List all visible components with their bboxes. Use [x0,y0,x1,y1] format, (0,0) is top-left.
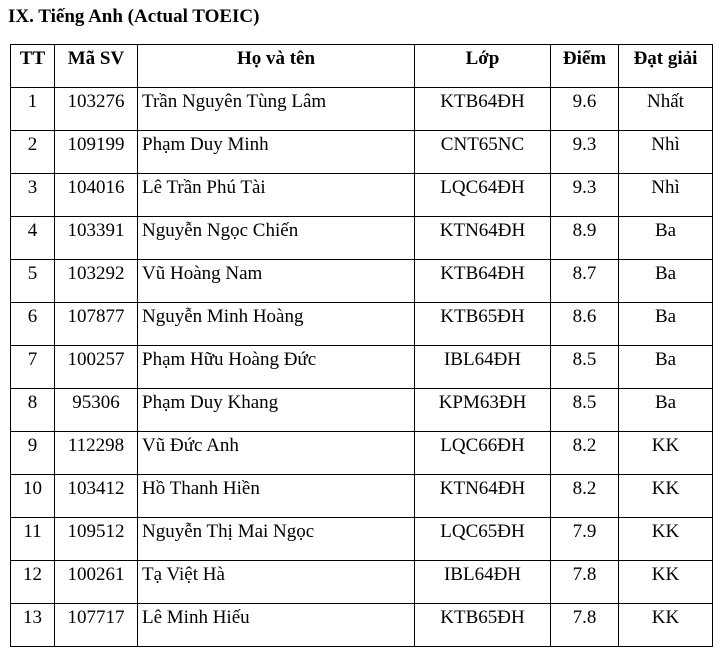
cell-ma-sv: 109199 [55,131,138,174]
col-header-ma-sv: Mã SV [55,45,138,88]
cell-ma-sv: 100261 [55,561,138,604]
cell-lop: KTB64ĐH [415,260,551,303]
cell-tt: 12 [11,561,55,604]
cell-dat-giai: Ba [619,389,713,432]
cell-dat-giai: KK [619,432,713,475]
cell-diem: 8.5 [551,346,619,389]
cell-ho-ten: Lê Trần Phú Tài [138,174,415,217]
cell-tt: 8 [11,389,55,432]
cell-lop: KTN64ĐH [415,217,551,260]
cell-diem: 7.8 [551,604,619,647]
cell-ma-sv: 107717 [55,604,138,647]
cell-diem: 9.6 [551,88,619,131]
cell-tt: 10 [11,475,55,518]
table-row [11,604,713,647]
cell-ho-ten: Vũ Đức Anh [138,432,415,475]
cell-tt: 3 [11,174,55,217]
cell-ho-ten: Lê Minh Hiếu [138,604,415,647]
cell-ho-ten: Nguyễn Thị Mai Ngọc [138,518,415,561]
cell-dat-giai: Ba [619,346,713,389]
cell-ma-sv: 95306 [55,389,138,432]
table-row [11,518,713,561]
cell-lop: KTB65ĐH [415,604,551,647]
cell-diem: 8.7 [551,260,619,303]
cell-dat-giai: KK [619,561,713,604]
cell-tt: 9 [11,432,55,475]
cell-dat-giai: Nhì [619,174,713,217]
cell-diem: 7.8 [551,561,619,604]
table-row [11,389,713,432]
cell-tt: 4 [11,217,55,260]
cell-ho-ten: Hồ Thanh Hiền [138,475,415,518]
table-row [11,561,713,604]
cell-diem: 8.2 [551,475,619,518]
table-row [11,475,713,518]
cell-lop: KTN64ĐH [415,475,551,518]
cell-ho-ten: Nguyễn Ngọc Chiến [138,217,415,260]
table-body [11,88,713,647]
cell-ma-sv: 104016 [55,174,138,217]
cell-diem: 8.5 [551,389,619,432]
cell-lop: IBL64ĐH [415,561,551,604]
col-header-dat-giai: Đạt giải [619,45,713,88]
col-header-diem: Điểm [551,45,619,88]
cell-ho-ten: Vũ Hoàng Nam [138,260,415,303]
cell-diem: 8.9 [551,217,619,260]
col-header-lop: Lớp [415,45,551,88]
cell-ho-ten: Phạm Duy Khang [138,389,415,432]
cell-tt: 11 [11,518,55,561]
cell-diem: 8.6 [551,303,619,346]
cell-ho-ten: Tạ Việt Hà [138,561,415,604]
cell-tt: 5 [11,260,55,303]
cell-ma-sv: 109512 [55,518,138,561]
section-title: IX. Tiếng Anh (Actual TOEIC) [8,6,260,27]
col-header-ho-ten: Họ và tên [138,45,415,88]
cell-ho-ten: Nguyễn Minh Hoàng [138,303,415,346]
table-row [11,303,713,346]
cell-ma-sv: 103391 [55,217,138,260]
cell-diem: 8.2 [551,432,619,475]
cell-lop: KTB65ĐH [415,303,551,346]
header-row [11,45,713,88]
cell-lop: LQC66ĐH [415,432,551,475]
cell-tt: 13 [11,604,55,647]
cell-lop: LQC64ĐH [415,174,551,217]
cell-dat-giai: Ba [619,217,713,260]
cell-dat-giai: Nhất [619,88,713,131]
cell-ho-ten: Phạm Duy Minh [138,131,415,174]
cell-lop: CNT65NC [415,131,551,174]
table-row [11,174,713,217]
table-row [11,88,713,131]
table-row [11,346,713,389]
cell-tt: 7 [11,346,55,389]
cell-ma-sv: 103276 [55,88,138,131]
cell-dat-giai: Ba [619,260,713,303]
cell-ma-sv: 100257 [55,346,138,389]
cell-dat-giai: KK [619,604,713,647]
cell-lop: LQC65ĐH [415,518,551,561]
cell-ho-ten: Phạm Hữu Hoàng Đức [138,346,415,389]
cell-lop: KPM63ĐH [415,389,551,432]
table-row [11,260,713,303]
cell-ma-sv: 107877 [55,303,138,346]
table-row [11,217,713,260]
col-header-tt: TT [11,45,55,88]
cell-dat-giai: Nhì [619,131,713,174]
cell-lop: KTB64ĐH [415,88,551,131]
cell-dat-giai: Ba [619,303,713,346]
table-row [11,131,713,174]
cell-diem: 9.3 [551,131,619,174]
results-table [10,44,713,647]
cell-diem: 9.3 [551,174,619,217]
cell-ho-ten: Trần Nguyên Tùng Lâm [138,88,415,131]
cell-lop: IBL64ĐH [415,346,551,389]
cell-dat-giai: KK [619,518,713,561]
cell-dat-giai: KK [619,475,713,518]
cell-ma-sv: 112298 [55,432,138,475]
cell-tt: 1 [11,88,55,131]
table-row [11,432,713,475]
cell-tt: 2 [11,131,55,174]
cell-ma-sv: 103292 [55,260,138,303]
cell-diem: 7.9 [551,518,619,561]
cell-ma-sv: 103412 [55,475,138,518]
cell-tt: 6 [11,303,55,346]
